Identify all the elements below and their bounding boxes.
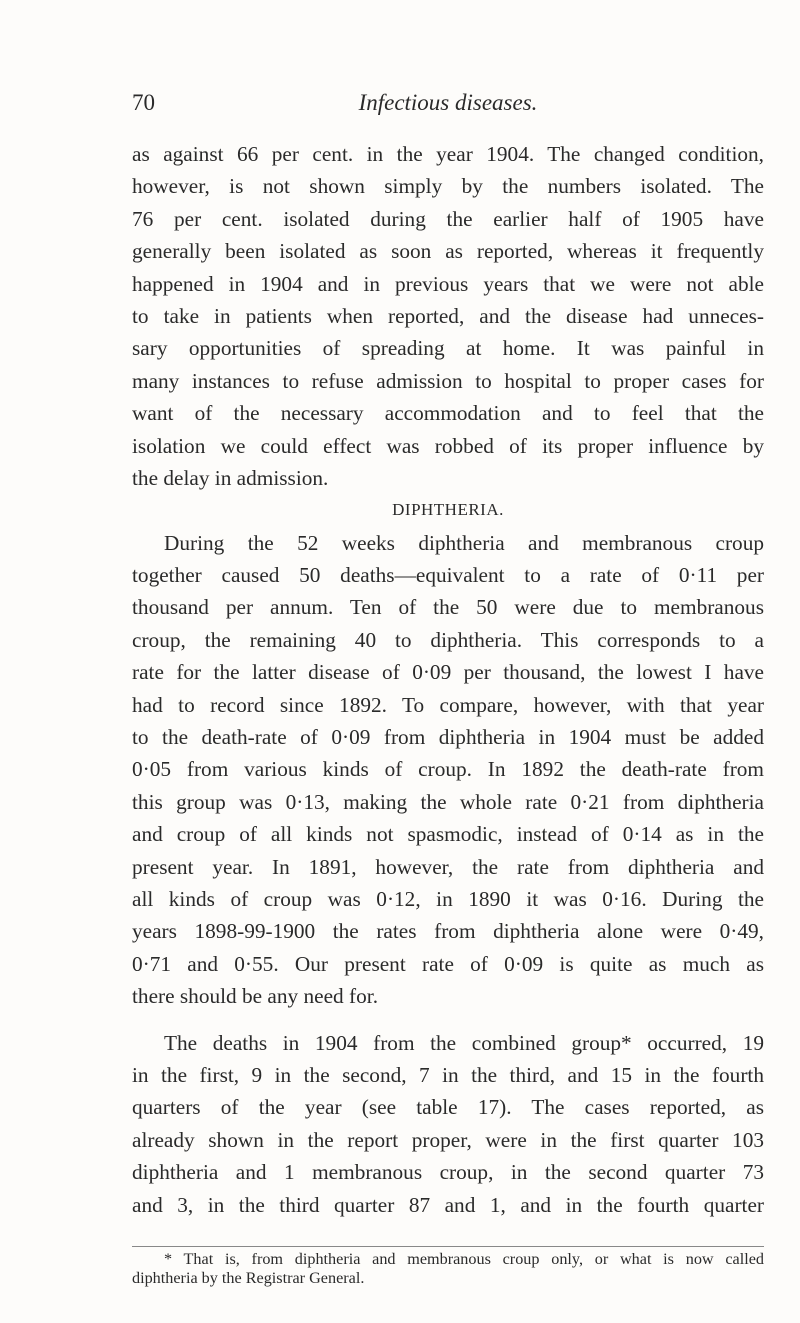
text-line: happened in 1904 and in previous years that we were not able xyxy=(132,271,764,296)
text-line: however, is not shown simply by the numbers isolated. The xyxy=(132,174,764,199)
text-line: thousand per annum. Ten of the 50 were due to membranous xyxy=(132,595,764,620)
text-line: quarters of the year (see table 17). The cases reported, as xyxy=(132,1095,764,1120)
page-number: 70 xyxy=(132,90,155,115)
text-line: generally been isolated as soon as reported, whereas it frequently xyxy=(132,239,764,264)
text-line: want of the necessary accommodation and to feel that the xyxy=(132,401,764,426)
paragraph-diphtheria-rates xyxy=(132,527,764,1013)
body-text xyxy=(132,138,764,1221)
page-header xyxy=(132,90,764,130)
text-line: During the 52 weeks diphtheria and membranous croup xyxy=(164,530,764,555)
text-line: years 1898-99-1900 the rates from diphtheria alone were 0·49, xyxy=(132,919,764,944)
text-line: rate for the latter disease of 0·09 per thousand, the lowest I have xyxy=(132,660,764,685)
text-line: this group was 0·13, making the whole rate 0·21 from diphtheria xyxy=(132,789,764,814)
text-line: isolation we could effect was robbed of its proper influence by xyxy=(132,433,764,458)
text-line: had to record since 1892. To compare, however, with that year xyxy=(132,692,764,717)
footnote xyxy=(132,1250,764,1288)
text-line: the delay in admission. xyxy=(132,465,329,490)
text-line: croup, the remaining 40 to diphtheria. This corresponds to a xyxy=(132,627,764,652)
text-line: present year. In 1891, however, the rate from diphtheria and xyxy=(132,854,764,879)
text-line: in the first, 9 in the second, 7 in the third, and 15 in the fourth xyxy=(132,1062,764,1087)
running-head: Infectious diseases. xyxy=(358,90,538,115)
paragraph-quarterly-deaths xyxy=(132,1027,764,1221)
text-line: and 3, in the third quarter 87 and 1, and in the fourth quarter xyxy=(132,1192,764,1217)
footnote-rule xyxy=(132,1246,764,1247)
text-line: together caused 50 deaths—equivalent to a rate of 0·11 per xyxy=(132,563,764,588)
footnote-line: * That is, from diphtheria and membranous croup only, or what is now called xyxy=(164,1250,764,1268)
text-line: The deaths in 1904 from the combined group* occurred, 19 xyxy=(164,1030,764,1055)
text-line: 0·71 and 0·55. Our present rate of 0·09 is quite as much as xyxy=(132,951,764,976)
paragraph-isolation xyxy=(132,138,764,494)
text-line: to take in patients when reported, and the disease had unneces- xyxy=(132,303,764,328)
text-line: as against 66 per cent. in the year 1904. The changed condition, xyxy=(132,142,764,166)
text-line: diphtheria and 1 membranous croup, in the second quarter 73 xyxy=(132,1160,764,1185)
text-line: 0·05 from various kinds of croup. In 1892 the death-rate from xyxy=(132,757,764,782)
footnote-line: diphtheria by the Registrar General. xyxy=(132,1269,365,1287)
text-line: there should be any need for. xyxy=(132,984,379,1009)
text-line: 76 per cent. isolated during the earlier half of 1905 have xyxy=(132,206,764,231)
text-line: already shown in the report proper, were in the first quarter 103 xyxy=(132,1127,764,1152)
text-line: and croup of all kinds not spasmodic, instead of 0·14 as in the xyxy=(132,822,764,847)
text-line: sary opportunities of spreading at home. It was painful in xyxy=(132,336,764,361)
text-line: all kinds of croup was 0·12, in 1890 it was 0·16. During the xyxy=(132,886,764,911)
text-line: to the death-rate of 0·09 from diphtheria in 1904 must be added xyxy=(132,725,764,750)
section-heading: DIPHTHERIA. xyxy=(392,500,504,520)
text-line: many instances to refuse admission to hospital to proper cases for xyxy=(132,368,764,393)
